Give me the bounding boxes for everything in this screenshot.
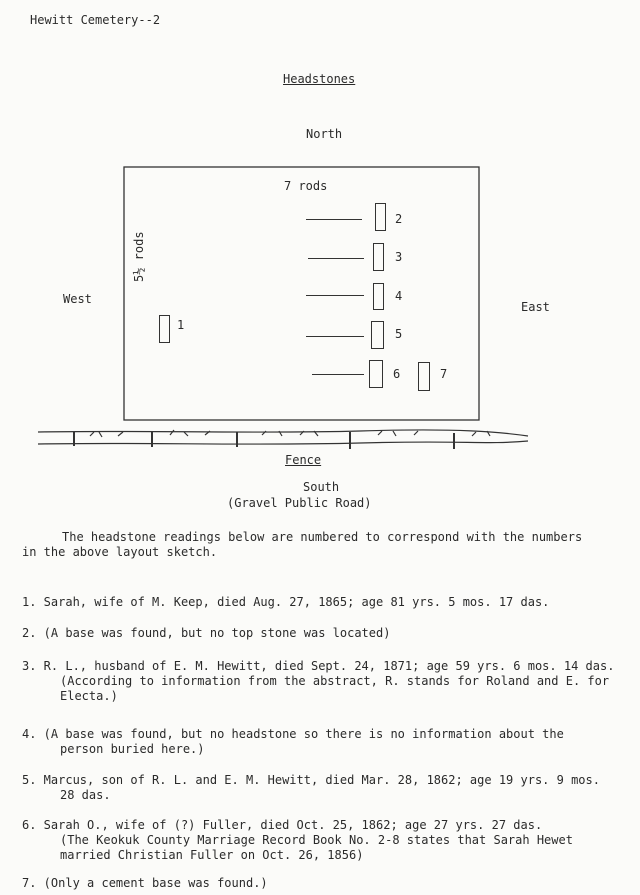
entry-2 — [22, 626, 632, 641]
entry-1 — [22, 595, 632, 610]
headstone-label-4: 4 — [395, 289, 403, 303]
entry-4-note: person buried here.) — [60, 742, 205, 756]
headstone-5 — [371, 321, 384, 349]
headstone-3 — [373, 243, 384, 271]
height-dimension-label: 5½ rods — [132, 231, 146, 282]
headstone-7 — [418, 362, 430, 391]
page-title: Headstones — [283, 72, 356, 86]
east-label: East — [521, 300, 550, 314]
entry-3 — [22, 659, 632, 704]
grave-line-2 — [306, 219, 362, 220]
entry-6-text: 6. Sarah O., wife of (?) Fuller, died Oct. 25, 1862; age 27 yrs. 27 das. — [22, 818, 543, 832]
entry-6 — [22, 818, 632, 863]
fence-label: Fence — [285, 453, 322, 467]
entry-2-text: 2. (A base was found, but no top stone was located) — [22, 626, 391, 640]
road-label: (Gravel Public Road) — [227, 496, 372, 510]
west-label: West — [63, 292, 92, 306]
entry-5-note: 28 das. — [60, 788, 111, 802]
fence-line — [38, 430, 528, 449]
entry-5-text: 5. Marcus, son of R. L. and E. M. Hewitt, died Mar. 28, 1862; age 19 yrs. 9 mos. — [22, 773, 600, 787]
entry-4 — [22, 727, 632, 757]
headstone-1 — [159, 315, 170, 343]
headstone-label-3: 3 — [395, 250, 403, 264]
headstone-label-1: 1 — [177, 318, 185, 332]
page-header: Hewitt Cemetery--2 — [30, 13, 161, 27]
entry-7 — [22, 876, 632, 891]
headstone-label-5: 5 — [395, 327, 403, 341]
north-label: North — [306, 127, 343, 141]
entry-4-text: 4. (A base was found, but no headstone so there is no information about the — [22, 727, 564, 741]
entry-6-note: (The Keokuk County Marriage Record Book No. 2-8 states that Sarah Hewet married Christian Fuller on Oct. 26, 1856) — [60, 833, 573, 862]
headstone-label-7: 7 — [440, 367, 448, 381]
entry-3-text: 3. R. L., husband of E. M. Hewitt, died Sept. 24, 1871; age 59 yrs. 6 mos. 14 das. — [22, 659, 615, 673]
headstone-label-2: 2 — [395, 212, 403, 226]
intro-paragraph: The headstone readings below are numbered to correspond with the numbers in the above layout sketch. — [22, 530, 583, 559]
headstone-2 — [375, 203, 386, 231]
grave-line-6 — [312, 374, 364, 375]
entry-5 — [22, 773, 632, 803]
width-dimension-label: 7 rods — [284, 179, 328, 193]
headstone-4 — [373, 283, 384, 310]
grave-line-3 — [308, 258, 364, 259]
south-label: South — [303, 480, 340, 494]
headstone-6 — [369, 360, 383, 388]
grave-line-4 — [306, 295, 364, 296]
entry-1-text: 1. Sarah, wife of M. Keep, died Aug. 27, 1865; age 81 yrs. 5 mos. 17 das. — [22, 595, 550, 609]
grave-line-5 — [306, 336, 364, 337]
entry-7-text: 7. (Only a cement base was found.) — [22, 876, 268, 890]
entry-3-note: (According to information from the abstract, R. stands for Roland and E. for Electa.) — [60, 674, 610, 703]
headstone-label-6: 6 — [393, 367, 401, 381]
